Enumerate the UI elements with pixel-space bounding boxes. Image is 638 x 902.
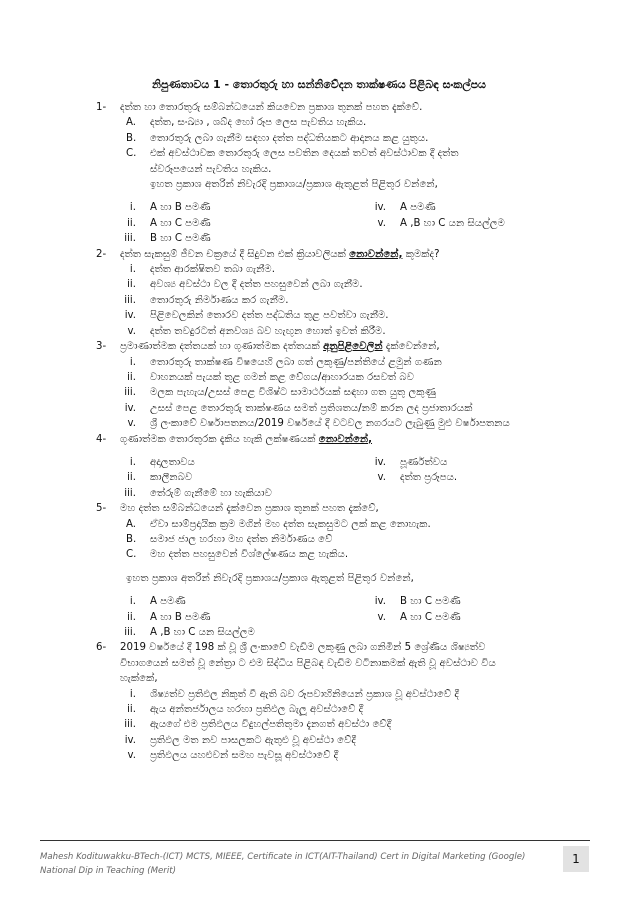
list-item: v. දත්ත තවදුරටත් අනවශ්‍ය බව හැඟුන හොත් ඉවත් කිරීම. xyxy=(127,325,386,337)
list-item: v. ශ්‍රී ලංකාවේ වර්ෂාපතනය/2019 වර්ෂයේ දී වටවල නගරයට ලැබුණු මුළු වර්ෂාපතනය xyxy=(127,418,510,430)
list-item: iii. ඇයගේ එම ප්‍රතිඵලය විදුහල්පතිතුමා දැනගත් අවස්ථා වේදී xyxy=(124,719,392,731)
statement-a: A. ඒවා සාම්ප්‍රදායික ක්‍රම මගින් මහ දත්ත සැකසුමට ලක් කළ නොහැක. xyxy=(126,518,431,530)
question-text: මහ දත්ත සම්බන්ධයෙන් දැක්වෙන ප්‍රකාශ තුනක් පහත දැක්වේ, xyxy=(120,503,379,515)
statement-c-cont: ස්වරූපයෙන් පැවතිය හැකිය. xyxy=(150,163,272,175)
answer-grid xyxy=(96,455,566,501)
question-number: 4- xyxy=(96,433,107,445)
answer-option: iii. A ,B හා C යන සියල්ලම xyxy=(124,627,255,638)
list-item: i. තොරතුරු තාක්ෂණ විෂයෙහි ලබා ගත් ලකුණු/පන්තියේ ළමුන් ගණන xyxy=(129,356,442,368)
answer-option: i. A පමණි xyxy=(129,596,186,608)
footer xyxy=(40,850,540,878)
answer-option: ii. A හා C පමණි xyxy=(127,217,211,229)
list-item: ii. අවශ්‍ය අවස්ථා වල දී දත්ත පහසුවෙන් ලබා ගැනීම. xyxy=(127,279,363,291)
statement-b: B. තොරතුරු ලබා ගැනීම සඳහා දත්ත පද්ධතියකට ආදානය කළ යුතුය. xyxy=(126,132,429,144)
instruction: ඉහත ප්‍රකාශ අතරින් නිවැරදි ප්‍රකාශය/ප්‍රකාශ ඇතුළත් පිළිතුර වන්නේ, xyxy=(150,179,438,191)
answer-option: v. දත්ත ප්‍රරූපය. xyxy=(377,472,458,484)
answer-option: iv. A පමණි xyxy=(374,202,436,214)
list-item: iii. තොරතුරු නිර්මාණය කර ගැනීම. xyxy=(124,294,289,306)
question-6-cont: විභාගයෙන් සමත් වූ නේත්‍රා ට එම සිද්ධිය පිළිබඳ වැඩිම වටිනාකමක් ඇති වූ අවස්ථාව විය xyxy=(120,657,496,669)
statement-b: B. සමාජ ජාල හරහා මහ දත්ත නිර්මාණය වේ xyxy=(126,533,333,545)
answer-option: ii. A හා B පමණි xyxy=(127,611,211,623)
answer-option: iii. තේරුම් ගැනීමේ හා හැකියාව xyxy=(124,487,272,499)
footer-credentials: National Dip in Teaching (Merit) xyxy=(40,866,176,876)
answer-option: iv. පූර්ණත්වය xyxy=(374,456,448,468)
list-item: i. ශිෂ්‍යත්ව ප්‍රතිඵල නිකුත් වී ඇති බව රූපවාහිනියෙන් ප්‍රකාශ වූ අවස්ථාවේ දී xyxy=(129,688,459,700)
question-number: 3- xyxy=(96,341,107,353)
statement-a: A. දත්ත, සංඛ්‍යා , ශබ්ද හෝ රූප ලෙස පැවතිය හැකිය. xyxy=(126,117,367,129)
list-item: iv. ප්‍රතිඵල මත නව පාසලකට ඇතුළු වූ අවස්ථා වේදී xyxy=(124,734,356,746)
list-item: ii. වාහනයක් පැයක් තුළ ගමන් කළ වේගය/ආහාරයක රසවත් බව xyxy=(127,371,415,383)
question-1 xyxy=(96,100,566,115)
answer-option: v. A හා C පමණි xyxy=(377,611,461,623)
emphasis: අනුපිළිවෙලින් xyxy=(323,341,383,353)
question-2: 2- දත්ත සැකසුම් ජීවන චක්‍රයේ දී සිදුවන එක් ක්‍රියාවලියක් නොවන්නේ, කුමක්ද? xyxy=(96,247,566,262)
answer-grid xyxy=(96,594,566,640)
question-number: 5- xyxy=(96,503,107,515)
question-number: 2- xyxy=(96,248,107,260)
answer-option: iv. B හා C පමණි xyxy=(374,596,461,608)
list-item: ii. ඇය අන්තර්ජාලය හරහා ප්‍රතිඵල බැලූ අවස්ථාවේ දී xyxy=(127,704,364,716)
question-list xyxy=(96,100,566,764)
answer-option: v. A ,B හා C යන සියල්ලම xyxy=(377,217,505,229)
emphasis: නොවන්නේ, xyxy=(318,433,373,445)
question-number: 1- xyxy=(96,102,107,113)
answer-option: ii. කාලීනබව xyxy=(127,472,193,484)
question-text: දත්ත හා තොරතුරු සම්බන්ධයෙන් කියවෙන ප්‍රකාශ තුනක් පහත දැක්වේ. xyxy=(120,102,423,113)
answer-option: iii. B හා C පමණි xyxy=(124,233,211,245)
list-item: i. දත්ත ආරක්ෂිතව තබා ගැනීම. xyxy=(129,264,275,276)
footer-divider xyxy=(40,840,590,841)
question-5 xyxy=(96,501,566,516)
statement-c: C. මහ දත්ත පහසුවෙන් විශ්ලේෂණය කළ හැකිය. xyxy=(126,549,349,561)
footer-author: Mahesh Kodituwakku-BTech-(ICT) MCTS, MIEEE, Certificate in ICT(AIT-Thailand) Cert in Digital Marketing (Google) xyxy=(40,852,526,862)
question-4: 4- ගුණාත්මක තොරතුරක දැකිය හැකි ලක්ෂණයක් නොවන්නේ, xyxy=(96,432,566,447)
list-item: v. ප්‍රතිඵලය යහළුවන් සමහ පැවසූ අවස්ථාවේ දී xyxy=(127,750,339,762)
question-6: 6- 2019 වර්ෂයේ දී 198 ක් වූ ශ්‍රී ලංකාවේ වැඩිම ලකුණු ලබා ගනිමින් 5 ශ්‍රේණිය ශිෂ්‍යත්ව xyxy=(96,640,566,655)
question-number: 6- xyxy=(96,642,107,654)
page-title: නිපුණතාවය 1 - තොරතුරු හා සන්නිවේදන තාක්ෂණය පිළිබඳ සංකල්පය xyxy=(152,78,486,91)
list-item: iv. උසස් පෙළ තොරතුරු තාක්ෂණය සමත් ප්‍රතිශතය/නම් කරන ලද ප්‍රජාතාරයක් xyxy=(124,402,473,414)
question-6-cont: හැක්කේ, xyxy=(120,673,158,685)
answer-option: i. A හා B පමණි xyxy=(129,202,211,214)
list-item: iii. මලක පැහැය/උසස් පෙළ විශිෂ්ට සාමාර්ථයක් සඳහා ගත යුතු ලකුණු xyxy=(124,387,437,399)
list-item: iv. පිළිවෙලකින් තොරව දත්ත පද්ධතිය තුළ පවත්වා ගැනීම. xyxy=(124,310,389,322)
page-number: 1 xyxy=(563,846,589,872)
instruction: ඉහත ප්‍රකාශ අතරින් නිවැරදි ප්‍රකාශය/ප්‍රකාශ ඇතුළත් පිළිතුර වන්නේ, xyxy=(126,572,414,584)
answer-grid xyxy=(96,200,566,246)
emphasis: නොවන්නේ, xyxy=(349,248,403,260)
question-3: 3- ප්‍රමාණාත්මක දත්තයක් හා ගුණාත්මක දත්තයක් අනුපිළිවෙලින් දැක්වෙන්නේ, xyxy=(96,339,566,354)
statement-c: C. එක් අවස්ථාවක තොරතුරු ලෙස පවතින දෙයක් තවත් අවස්ථාවක දී දත්ත xyxy=(126,148,459,160)
answer-option: i. අදාලතාවය xyxy=(129,456,195,468)
